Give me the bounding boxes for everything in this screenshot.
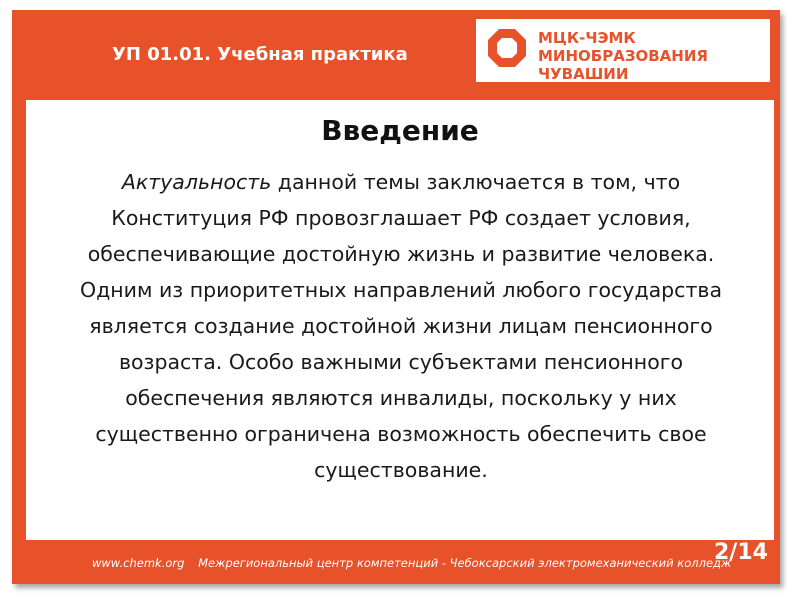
slide-heading: Введение [321, 114, 479, 147]
logo-line-1: МЦК-ЧЭМК [538, 29, 636, 47]
footer-text: Межрегиональный центр компетенций - Чебоксарский электромеханический колледж [198, 556, 732, 570]
octagon-logo-icon [486, 27, 528, 69]
lead-italic: Актуальность [121, 170, 272, 194]
footer-url: www.chemk.org [92, 556, 185, 570]
content-area [26, 100, 774, 540]
logo-text [538, 29, 770, 83]
logo [476, 19, 770, 82]
page-number: 2/14 [714, 540, 768, 565]
body-paragraph [56, 164, 746, 488]
course-title: УП 01.01. Учебная практика [112, 44, 408, 65]
logo-line-2: МИНОБРАЗОВАНИЯ ЧУВАШИИ [538, 47, 708, 83]
body-text: данной темы заключается в том, что Конституция РФ провозглашает РФ создает условия, обеспечивающие достойную жизнь и развитие человека. Одним из приоритетных направлений любого государства является создание достойной жизни лицам пенсионного возраста. Особо важными субъектами пенсионного обеспечения являются инвалиды, поскольку у них существенно ограничена возможность обеспечить свое существование. [79, 170, 723, 482]
footer [92, 556, 731, 570]
